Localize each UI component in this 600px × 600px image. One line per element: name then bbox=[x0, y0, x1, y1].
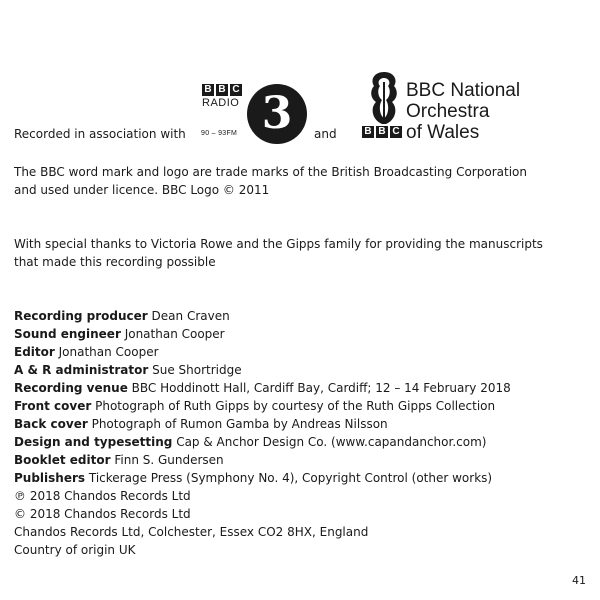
credit-label: Design and typesetting bbox=[14, 435, 173, 449]
bbc-letter-c-small: C bbox=[390, 126, 402, 138]
credit-line bbox=[14, 487, 511, 505]
credit-value: BBC Hoddinott Hall, Cardiff Bay, Cardiff; 12 – 14 February 2018 bbox=[127, 381, 511, 395]
orchestra-name-line2: Orchestra bbox=[406, 101, 490, 122]
thanks-notice bbox=[14, 235, 543, 271]
credit-line bbox=[14, 541, 511, 559]
credits-list bbox=[14, 307, 511, 559]
bbc-radio-wordmark bbox=[202, 84, 246, 109]
credit-value: Country of origin UK bbox=[14, 543, 136, 557]
credit-value: Sue Shortridge bbox=[148, 363, 242, 377]
bbc-letter-b1: B bbox=[202, 84, 214, 96]
and-text: and bbox=[314, 127, 337, 141]
credit-value: Jonathan Cooper bbox=[120, 327, 225, 341]
credit-line bbox=[14, 451, 511, 469]
credit-line bbox=[14, 415, 511, 433]
violin-scroll-icon bbox=[364, 70, 404, 130]
bbc-letter-b1-small: B bbox=[362, 126, 374, 138]
credit-value: Dean Craven bbox=[147, 309, 230, 323]
bbc-letter-b2-small: B bbox=[376, 126, 388, 138]
credit-value: Photograph of Rumon Gamba by Andreas Nilsson bbox=[87, 417, 388, 431]
credit-value: Finn S. Gundersen bbox=[110, 453, 224, 467]
trademark-line2: and used under licence. BBC Logo © 2011 bbox=[14, 183, 270, 197]
trademark-line1: The BBC word mark and logo are trade marks of the British Broadcasting Corporation bbox=[14, 165, 527, 179]
credit-line bbox=[14, 397, 511, 415]
credit-value: ℗ 2018 Chandos Records Ltd bbox=[14, 489, 191, 503]
credit-label: A & R administrator bbox=[14, 363, 149, 377]
credit-label: Editor bbox=[14, 345, 55, 359]
credit-value: Jonathan Cooper bbox=[54, 345, 159, 359]
thanks-line2: that made this recording possible bbox=[14, 255, 216, 269]
credit-line bbox=[14, 523, 511, 541]
credit-value: Photograph of Ruth Gipps by courtesy of the Ruth Gipps Collection bbox=[91, 399, 496, 413]
credit-value: Tickerage Press (Symphony No. 4), Copyright Control (other works) bbox=[85, 471, 493, 485]
credit-line bbox=[14, 379, 511, 397]
credit-label: Sound engineer bbox=[14, 327, 121, 341]
credit-label: Publishers bbox=[14, 471, 86, 485]
page-number: 41 bbox=[572, 574, 586, 587]
orchestra-name bbox=[406, 80, 520, 143]
credit-label: Booklet editor bbox=[14, 453, 111, 467]
credit-line bbox=[14, 469, 511, 487]
orchestra-name-line1: BBC National bbox=[406, 80, 521, 101]
credit-line bbox=[14, 343, 511, 361]
trademark-notice bbox=[14, 163, 527, 199]
radio-word: RADIO bbox=[202, 97, 240, 109]
credit-label: Front cover bbox=[14, 399, 92, 413]
credit-value: © 2018 Chandos Records Ltd bbox=[14, 507, 191, 521]
radio3-logo-icon: 3 bbox=[247, 84, 307, 144]
credit-line bbox=[14, 505, 511, 523]
credit-label: Back cover bbox=[14, 417, 88, 431]
frequency-label: 90 – 93FM bbox=[201, 130, 238, 137]
bbc-letter-b2: B bbox=[216, 84, 228, 96]
credit-line bbox=[14, 433, 511, 451]
credit-value: Chandos Records Ltd, Colchester, Essex CO2 8HX, England bbox=[14, 525, 369, 539]
bbc-logo bbox=[202, 84, 246, 96]
logo-row bbox=[14, 70, 574, 150]
credit-value: Cap & Anchor Design Co. (www.capandanchor.com) bbox=[172, 435, 487, 449]
credit-line bbox=[14, 361, 511, 379]
bbc-logo-small bbox=[362, 126, 402, 138]
credit-line bbox=[14, 325, 511, 343]
association-text: Recorded in association with bbox=[14, 127, 186, 141]
credit-label: Recording producer bbox=[14, 309, 148, 323]
orchestra-name-line3: of Wales bbox=[406, 122, 480, 143]
credit-line bbox=[14, 307, 511, 325]
credit-label: Recording venue bbox=[14, 381, 128, 395]
bbc-letter-c: C bbox=[230, 84, 242, 96]
thanks-line1: With special thanks to Victoria Rowe and the Gipps family for providing the manuscripts bbox=[14, 237, 543, 251]
